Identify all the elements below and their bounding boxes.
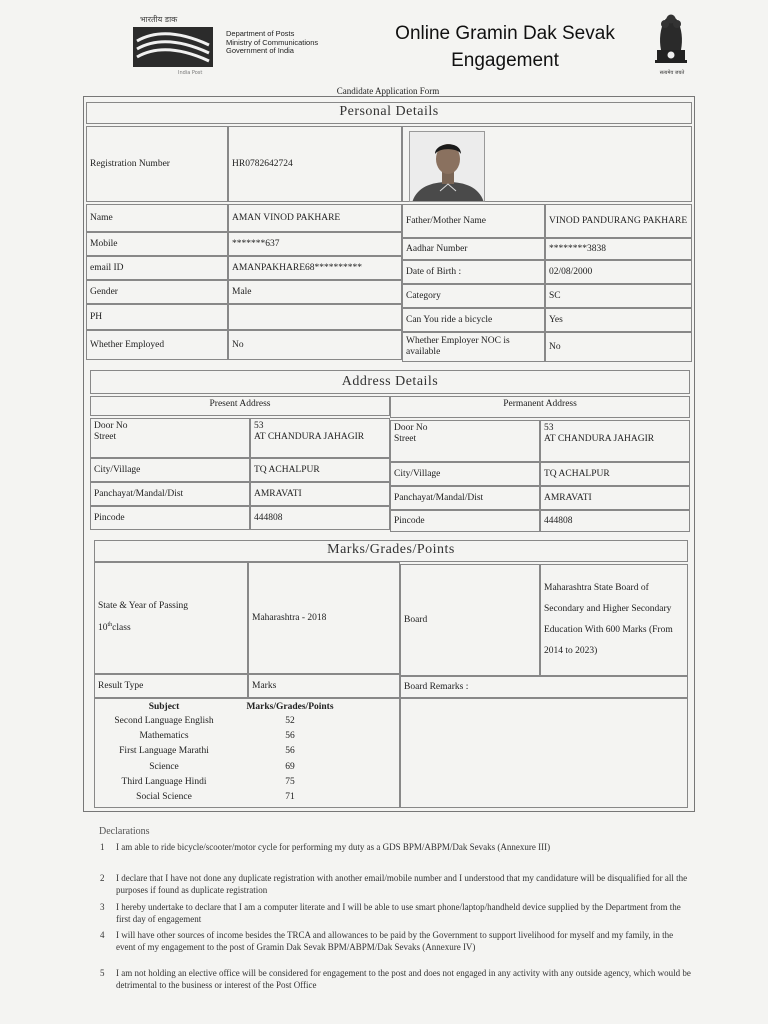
present-address-heading: Present Address	[90, 396, 390, 416]
permanent-street-label: Street	[394, 434, 417, 444]
declaration-number: 4	[100, 930, 105, 940]
subject-name: First Language Marathi	[119, 746, 209, 756]
declaration-item	[100, 873, 692, 897]
title-line-2: Engagement	[451, 50, 559, 71]
permanent-city-label: City/Village	[390, 462, 540, 486]
permanent-city-value: TQ ACHALPUR	[540, 462, 690, 486]
india-post-logo	[133, 27, 213, 67]
gender-label: Gender	[86, 280, 228, 304]
permanent-street-value: AT CHANDURA JAHAGIR	[544, 434, 655, 444]
class-superscript: th	[107, 622, 113, 629]
permanent-door-street-value	[540, 420, 690, 462]
candidate-photo-icon	[410, 132, 485, 202]
board-label: Board	[400, 564, 540, 676]
state-year-label-block	[98, 601, 188, 634]
email-value: AMANPAKHARE68**********	[228, 256, 402, 280]
subject-name: Science	[149, 762, 179, 772]
declaration-item	[100, 968, 692, 992]
board-value: Maharashtra State Board of Secondary and Higher Secondary Education With 600 Marks (From 2014 to 2023)	[540, 564, 688, 676]
government-line: Government of India	[226, 46, 294, 55]
permanent-address-heading: Permanent Address	[390, 396, 690, 418]
mobile-label: Mobile	[86, 232, 228, 256]
marks-heading: Marks/Grades/Points	[94, 540, 688, 562]
department-block	[226, 30, 318, 56]
aadhar-value: ********3838	[545, 238, 692, 260]
declaration-number: 5	[100, 968, 105, 978]
ministry-line: Ministry of Communications	[226, 37, 319, 47]
declaration-text: I am able to ride bicycle/scooter/motor cycle for performing my duty as a GDS BPM/ABPM/Dak Sevaks (Annexure III)	[116, 842, 551, 852]
permanent-door-label: Door No	[394, 423, 428, 433]
page-title	[360, 20, 650, 74]
national-emblem	[651, 10, 691, 68]
declaration-item	[100, 902, 692, 926]
department-line: Department of Posts	[226, 29, 295, 38]
present-city-label: City/Village	[90, 458, 250, 482]
declarations-title: Declarations	[99, 826, 150, 837]
subject-header: Subject	[148, 702, 180, 712]
bicycle-label: Can You ride a bicycle	[402, 308, 545, 332]
class-label	[98, 620, 188, 634]
present-pincode-label: Pincode	[90, 506, 250, 530]
present-city-value: TQ ACHALPUR	[250, 458, 390, 482]
subject-name: Social Science	[136, 792, 192, 802]
dob-value: 02/08/2000	[545, 260, 692, 284]
permanent-door-value: 53	[544, 423, 554, 433]
present-panchayat-label: Panchayat/Mandal/Dist	[90, 482, 250, 506]
declaration-number: 1	[100, 842, 105, 852]
subject-name: Second Language English	[114, 716, 214, 726]
state-year-label-cell	[94, 562, 248, 674]
declaration-item	[100, 842, 692, 866]
subject-score: 69	[285, 762, 295, 772]
subject-score: 56	[285, 746, 295, 756]
permanent-pincode-value: 444808	[540, 510, 690, 532]
candidate-photo	[409, 131, 485, 202]
form-caption: Candidate Application Form	[336, 86, 440, 96]
name-label: Name	[86, 204, 228, 232]
board-remarks-label: Board Remarks :	[404, 681, 469, 692]
present-door-value: 53	[254, 421, 264, 431]
class-number: 10	[98, 623, 108, 634]
empty-marks-cell	[400, 698, 688, 808]
title-line-1: Online Gramin Dak Sevak	[395, 23, 615, 44]
ph-value	[228, 304, 402, 330]
declaration-text: I hereby undertake to declare that I am a computer literate and I will be able to use smart phone/laptop/handheld device supplied by the Department from the first day of engagement	[116, 902, 681, 924]
result-type-label: Result Type	[94, 674, 248, 698]
gender-value: Male	[228, 280, 402, 304]
email-label: email ID	[86, 256, 228, 280]
hindi-header-text: भारतीय डाक	[140, 15, 178, 24]
address-details-heading: Address Details	[90, 370, 690, 394]
subject-score: 71	[285, 792, 295, 802]
personal-details-heading: Personal Details	[86, 102, 692, 124]
subject-name: Mathematics	[139, 731, 189, 741]
mobile-value: *******637	[228, 232, 402, 256]
emblem-caption: सत्यमेव जयते	[659, 70, 685, 76]
bicycle-value: Yes	[545, 308, 692, 332]
board-remarks-cell	[400, 676, 688, 698]
category-value: SC	[545, 284, 692, 308]
employed-value: No	[228, 330, 402, 360]
ph-label: PH	[86, 304, 228, 330]
present-door-street-label	[90, 418, 250, 458]
permanent-panchayat-label: Panchayat/Mandal/Dist	[390, 486, 540, 510]
aadhar-label: Aadhar Number	[402, 238, 545, 260]
dob-label: Date of Birth :	[402, 260, 545, 284]
declaration-text: I am not holding an elective office will be considered for engagement to the post and does not engaged in any activity with any outside agency, which would be detrimental to the business or interest of the Post Office	[116, 968, 691, 990]
subject-score: 52	[285, 716, 295, 726]
registration-value: HR0782642724	[228, 126, 402, 202]
father-name-label: Father/Mother Name	[402, 204, 545, 238]
name-value: AMAN VINOD PAKHARE	[228, 204, 402, 232]
state-year-label: State & Year of Passing	[98, 601, 188, 612]
father-name-value: VINOD PANDURANG PAKHARE	[545, 204, 692, 238]
class-suffix: class	[112, 623, 131, 634]
permanent-door-street-label	[390, 420, 540, 462]
score-header: Marks/Grades/Points	[246, 702, 334, 712]
present-street-value: AT CHANDURA JAHAGIR	[254, 432, 365, 442]
declaration-item	[100, 930, 692, 966]
category-label: Category	[402, 284, 545, 308]
registration-label: Registration Number	[86, 126, 228, 202]
subject-score: 75	[285, 777, 295, 787]
present-street-label: Street	[94, 432, 117, 442]
ashoka-emblem-icon	[651, 10, 691, 68]
india-post-logo-icon	[133, 27, 213, 67]
declaration-number: 2	[100, 873, 105, 883]
employed-label: Whether Employed	[86, 330, 228, 360]
subject-score: 56	[285, 731, 295, 741]
noc-value: No	[545, 332, 692, 362]
subject-name: Third Language Hindi	[121, 777, 207, 787]
permanent-panchayat-value: AMRAVATI	[540, 486, 690, 510]
present-door-street-value	[250, 418, 390, 458]
state-year-value: Maharashtra - 2018	[248, 562, 400, 674]
permanent-pincode-label: Pincode	[390, 510, 540, 532]
noc-label: Whether Employer NOC is available	[402, 332, 545, 362]
declaration-text: I declare that I have not done any duplicate registration with another email/mobile number and I understood that my candidature will be disqualified for all the purposes if found as duplicate registration	[116, 873, 688, 895]
present-pincode-value: 444808	[250, 506, 390, 530]
declaration-number: 3	[100, 902, 105, 912]
logo-subtitle: India Post	[178, 70, 203, 76]
present-panchayat-value: AMRAVATI	[250, 482, 390, 506]
present-door-label: Door No	[94, 421, 128, 431]
result-type-value: Marks	[248, 674, 400, 698]
declaration-text: I will have other sources of income besides the TRCA and allowances to be paid by the Government to support livelihood for myself and my family, in the event of my engagement to the post of Gramin Dak Sevak BPM/ABPM/Dak Sevaks (Annexure IV)	[116, 930, 674, 952]
